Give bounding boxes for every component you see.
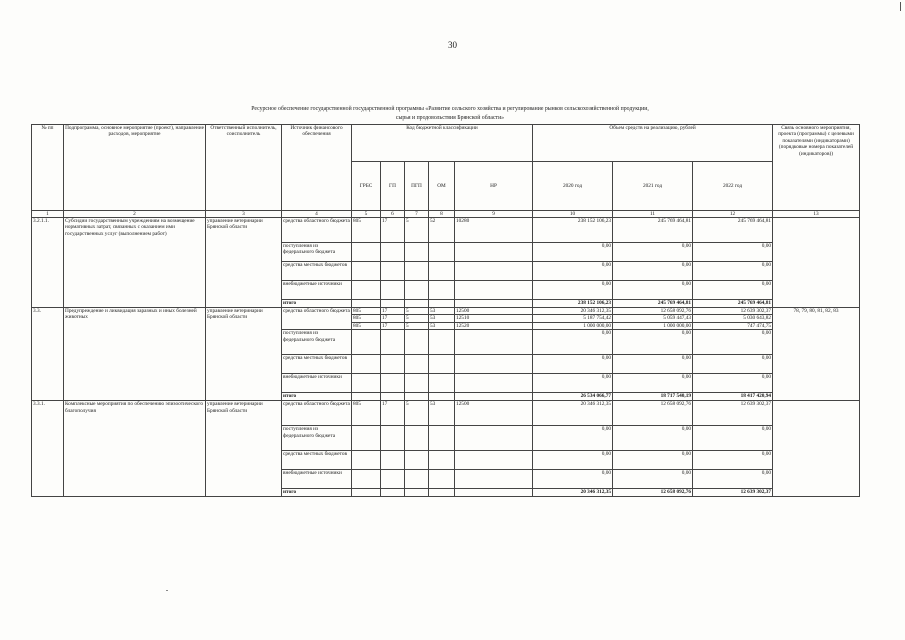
header-subprogram: Подпрограмма, основное мероприятие (проект), направление расходов, мероприятие: [64, 125, 206, 211]
code-pgp: [405, 281, 429, 300]
value-2020: 0,00: [533, 451, 613, 470]
row-responsible: управление ветеринарии Брянской области: [206, 218, 282, 308]
code-pgp: 5: [405, 218, 429, 243]
source-local: средства местных бюджетов: [282, 262, 352, 281]
col-number: 12: [693, 211, 773, 218]
code-om: [429, 281, 455, 300]
resource-table: [31, 124, 860, 497]
value-2022: 0,00: [693, 374, 773, 393]
header-pgp: ПГП: [405, 162, 429, 211]
scan-speck: [166, 590, 168, 591]
code-nr: [455, 489, 533, 497]
source-local: средства местных бюджетов: [282, 355, 352, 374]
value-2022: 0,00: [693, 281, 773, 300]
value-2021: 0,00: [613, 426, 693, 451]
col-number: 11: [613, 211, 693, 218]
code-gp: 17: [381, 401, 405, 426]
code-pgp: [405, 451, 429, 470]
value-2021: 0,00: [613, 243, 693, 262]
value-2020: 0,00: [533, 426, 613, 451]
value-2022: 0,00: [693, 330, 773, 355]
code-nr: [455, 374, 533, 393]
code-pgp: 5: [405, 315, 429, 322]
col-number: 13: [773, 211, 860, 218]
value-2022: 747 474,75: [693, 322, 773, 329]
code-om: [429, 393, 455, 401]
code-nr: 12510: [455, 315, 533, 322]
code-gp: [381, 330, 405, 355]
code-pgp: [405, 355, 429, 374]
source-total: итого: [282, 393, 352, 401]
value-2021: 0,00: [613, 355, 693, 374]
header-source: Источник финансового обеспечения: [282, 125, 352, 211]
value-2020: 0,00: [533, 355, 613, 374]
code-grbs: 805: [352, 315, 381, 322]
code-om: [429, 243, 455, 262]
value-2020: 20 346 312,35: [533, 401, 613, 426]
header-grbs: ГРБС: [352, 162, 381, 211]
total-2021: 245 769 464,81: [613, 300, 693, 308]
total-2021: 12 658 092,76: [613, 489, 693, 497]
value-2022: 0,00: [693, 470, 773, 489]
source-regional: средства областного бюджета: [282, 218, 352, 243]
code-om: [429, 330, 455, 355]
code-om: [429, 489, 455, 497]
code-gp: [381, 489, 405, 497]
source-federal: поступления из федерального бюджета: [282, 243, 352, 262]
value-2021: 12 658 092,76: [613, 308, 693, 315]
code-nr: [455, 300, 533, 308]
code-pgp: [405, 262, 429, 281]
code-gp: 17: [381, 322, 405, 329]
code-pgp: 5: [405, 322, 429, 329]
total-2020: 26 534 066,77: [533, 393, 613, 401]
code-gp: [381, 262, 405, 281]
code-om: 52: [429, 218, 455, 243]
col-number: 7: [405, 211, 429, 218]
value-2020: 0,00: [533, 281, 613, 300]
source-extra: внебюджетные источники: [282, 281, 352, 300]
col-number: 3: [206, 211, 282, 218]
code-grbs: 805: [352, 322, 381, 329]
code-gp: [381, 470, 405, 489]
code-nr: [455, 355, 533, 374]
code-grbs: [352, 393, 381, 401]
header-om: ОМ: [429, 162, 455, 211]
source-regional: средства областного бюджета: [282, 308, 352, 330]
value-2022: 0,00: [693, 426, 773, 451]
code-gp: [381, 374, 405, 393]
value-2021: 0,00: [613, 262, 693, 281]
header-2022: 2022 год: [693, 162, 773, 211]
total-2022: 18 417 420,94: [693, 393, 773, 401]
code-gp: 17: [381, 315, 405, 322]
row-responsible: управление ветеринарии Брянской области: [206, 401, 282, 497]
value-2022: 12 639 302,37: [693, 308, 773, 315]
code-om: [429, 262, 455, 281]
value-2022: 5 030 643,82: [693, 315, 773, 322]
table-title-line2: сырья и продовольствия Брянской области»: [395, 114, 505, 121]
value-2020: 5 187 754,42: [533, 315, 613, 322]
value-2020: 0,00: [533, 330, 613, 355]
source-total: итого: [282, 489, 352, 497]
code-grbs: 805: [352, 218, 381, 243]
col-number: 5: [352, 211, 381, 218]
code-gp: [381, 393, 405, 401]
header-budget-code: Код бюджетной классификации: [352, 125, 533, 162]
value-2020: 238 152 106,23: [533, 218, 613, 243]
header-no: № пп: [32, 125, 64, 211]
value-2022: 0,00: [693, 243, 773, 262]
row-name: Субсидии государственным учреждениям на возмещение нормативных затрат, связанных с оказанием ими государственных услуг (выполнением работ): [64, 218, 206, 308]
code-om: [429, 451, 455, 470]
value-2020: 1 000 000,00: [533, 322, 613, 329]
code-nr: [455, 470, 533, 489]
row-name: Предупреждение и ликвидация заразных и иных болезней животных: [64, 308, 206, 401]
header-link: Связь основного мероприятия, проекта (программы) с целевыми показателями (индикаторами) (порядковые номера показателей (индикаторов)): [773, 125, 860, 211]
code-nr: [455, 281, 533, 300]
value-2021: 0,00: [613, 374, 693, 393]
code-pgp: [405, 374, 429, 393]
code-gp: 17: [381, 218, 405, 243]
code-grbs: [352, 330, 381, 355]
total-2022: 12 639 302,37: [693, 489, 773, 497]
code-nr: [455, 451, 533, 470]
value-2020: 0,00: [533, 262, 613, 281]
col-number: 9: [455, 211, 533, 218]
col-number: 6: [381, 211, 405, 218]
code-grbs: [352, 426, 381, 451]
col-number: 8: [429, 211, 455, 218]
row-number: 3.3.: [32, 308, 64, 401]
total-2020: 238 152 106,23: [533, 300, 613, 308]
code-gp: [381, 243, 405, 262]
row-number: 3.3.1.: [32, 401, 64, 497]
code-om: 53: [429, 308, 455, 315]
col-number: 4: [282, 211, 352, 218]
source-total: итого: [282, 300, 352, 308]
code-gp: [381, 281, 405, 300]
code-pgp: [405, 300, 429, 308]
code-pgp: [405, 330, 429, 355]
source-local: средства местных бюджетов: [282, 451, 352, 470]
value-2020: 0,00: [533, 243, 613, 262]
header-volume: Объем средств на реализацию, рублей: [533, 125, 773, 162]
code-om: 53: [429, 401, 455, 426]
value-2022: 0,00: [693, 262, 773, 281]
code-pgp: [405, 470, 429, 489]
value-2020: 0,00: [533, 470, 613, 489]
code-pgp: [405, 393, 429, 401]
code-grbs: [352, 470, 381, 489]
value-2021: 12 658 092,76: [613, 401, 693, 426]
code-pgp: [405, 489, 429, 497]
page-number: 30: [448, 40, 457, 50]
table-title-line1: Ресурсное обеспечение государственной государственной программы «Развитие сельского хозяйства и регулирование рынков сельскохозяйственной продукции,: [251, 106, 649, 112]
row-link: [773, 401, 860, 497]
code-om: [429, 355, 455, 374]
code-nr: [455, 330, 533, 355]
value-2021: 0,00: [613, 281, 693, 300]
code-nr: 12500: [455, 308, 533, 315]
value-2022: 12 639 302,37: [693, 401, 773, 426]
value-2022: 0,00: [693, 355, 773, 374]
code-gp: [381, 355, 405, 374]
value-2021: 0,00: [613, 330, 693, 355]
code-grbs: [352, 489, 381, 497]
code-gp: [381, 451, 405, 470]
value-2022: 0,00: [693, 451, 773, 470]
table-row: [32, 401, 860, 426]
value-2022: 245 769 464,81: [693, 218, 773, 243]
value-2021: 0,00: [613, 451, 693, 470]
col-number: 10: [533, 211, 613, 218]
total-2022: 245 769 464,81: [693, 300, 773, 308]
row-number: 3.2.1.1.: [32, 218, 64, 308]
code-grbs: [352, 374, 381, 393]
header-nr: НР: [455, 162, 533, 211]
code-nr: 12520: [455, 322, 533, 329]
code-grbs: [352, 355, 381, 374]
code-grbs: 805: [352, 401, 381, 426]
code-gp: [381, 300, 405, 308]
code-om: 53: [429, 315, 455, 322]
code-om: [429, 470, 455, 489]
code-grbs: [352, 451, 381, 470]
source-extra: внебюджетные источники: [282, 470, 352, 489]
column-number-row: [32, 211, 860, 218]
row-name: Комплексные мероприятия по обеспечению эпизоотического благополучия: [64, 401, 206, 497]
header-row: [32, 125, 860, 162]
total-2021: 18 717 540,19: [613, 393, 693, 401]
col-number: 1: [32, 211, 64, 218]
code-om: [429, 300, 455, 308]
header-responsible: Ответственный исполнитель, соисполнитель: [206, 125, 282, 211]
code-gp: 17: [381, 308, 405, 315]
value-2021: 245 769 464,81: [613, 218, 693, 243]
code-om: [429, 374, 455, 393]
header-gp: ГП: [381, 162, 405, 211]
value-2021: 1 000 000,00: [613, 322, 693, 329]
code-nr: [455, 243, 533, 262]
value-2021: 5 059 447,43: [613, 315, 693, 322]
source-regional: средства областного бюджета: [282, 401, 352, 426]
value-2020: 0,00: [533, 374, 613, 393]
code-grbs: [352, 243, 381, 262]
code-grbs: 805: [352, 308, 381, 315]
source-federal: поступления из федерального бюджета: [282, 330, 352, 355]
code-om: [429, 426, 455, 451]
code-nr: 10280: [455, 218, 533, 243]
row-link: 78, 79, 80, 81, 82, 83: [773, 308, 860, 401]
code-nr: [455, 393, 533, 401]
page-edge-mark: [900, 2, 901, 11]
source-extra: внебюджетные источники: [282, 374, 352, 393]
code-pgp: 5: [405, 401, 429, 426]
table-row: [32, 308, 860, 315]
table-row: [32, 218, 860, 243]
code-om: 53: [429, 322, 455, 329]
value-2021: 0,00: [613, 470, 693, 489]
col-number: 2: [64, 211, 206, 218]
code-pgp: 5: [405, 308, 429, 315]
row-responsible: управление ветеринарии Брянской области: [206, 308, 282, 401]
code-grbs: [352, 300, 381, 308]
code-gp: [381, 426, 405, 451]
code-pgp: [405, 243, 429, 262]
table-title: [40, 105, 860, 122]
value-2020: 20 346 312,35: [533, 308, 613, 315]
code-grbs: [352, 262, 381, 281]
source-federal: поступления из федерального бюджета: [282, 426, 352, 451]
header-2020: 2020 год: [533, 162, 613, 211]
code-nr: 12500: [455, 401, 533, 426]
code-nr: [455, 426, 533, 451]
code-grbs: [352, 281, 381, 300]
code-pgp: [405, 426, 429, 451]
code-nr: [455, 262, 533, 281]
total-2020: 20 346 312,35: [533, 489, 613, 497]
header-2021: 2021 год: [613, 162, 693, 211]
row-link: [773, 218, 860, 308]
